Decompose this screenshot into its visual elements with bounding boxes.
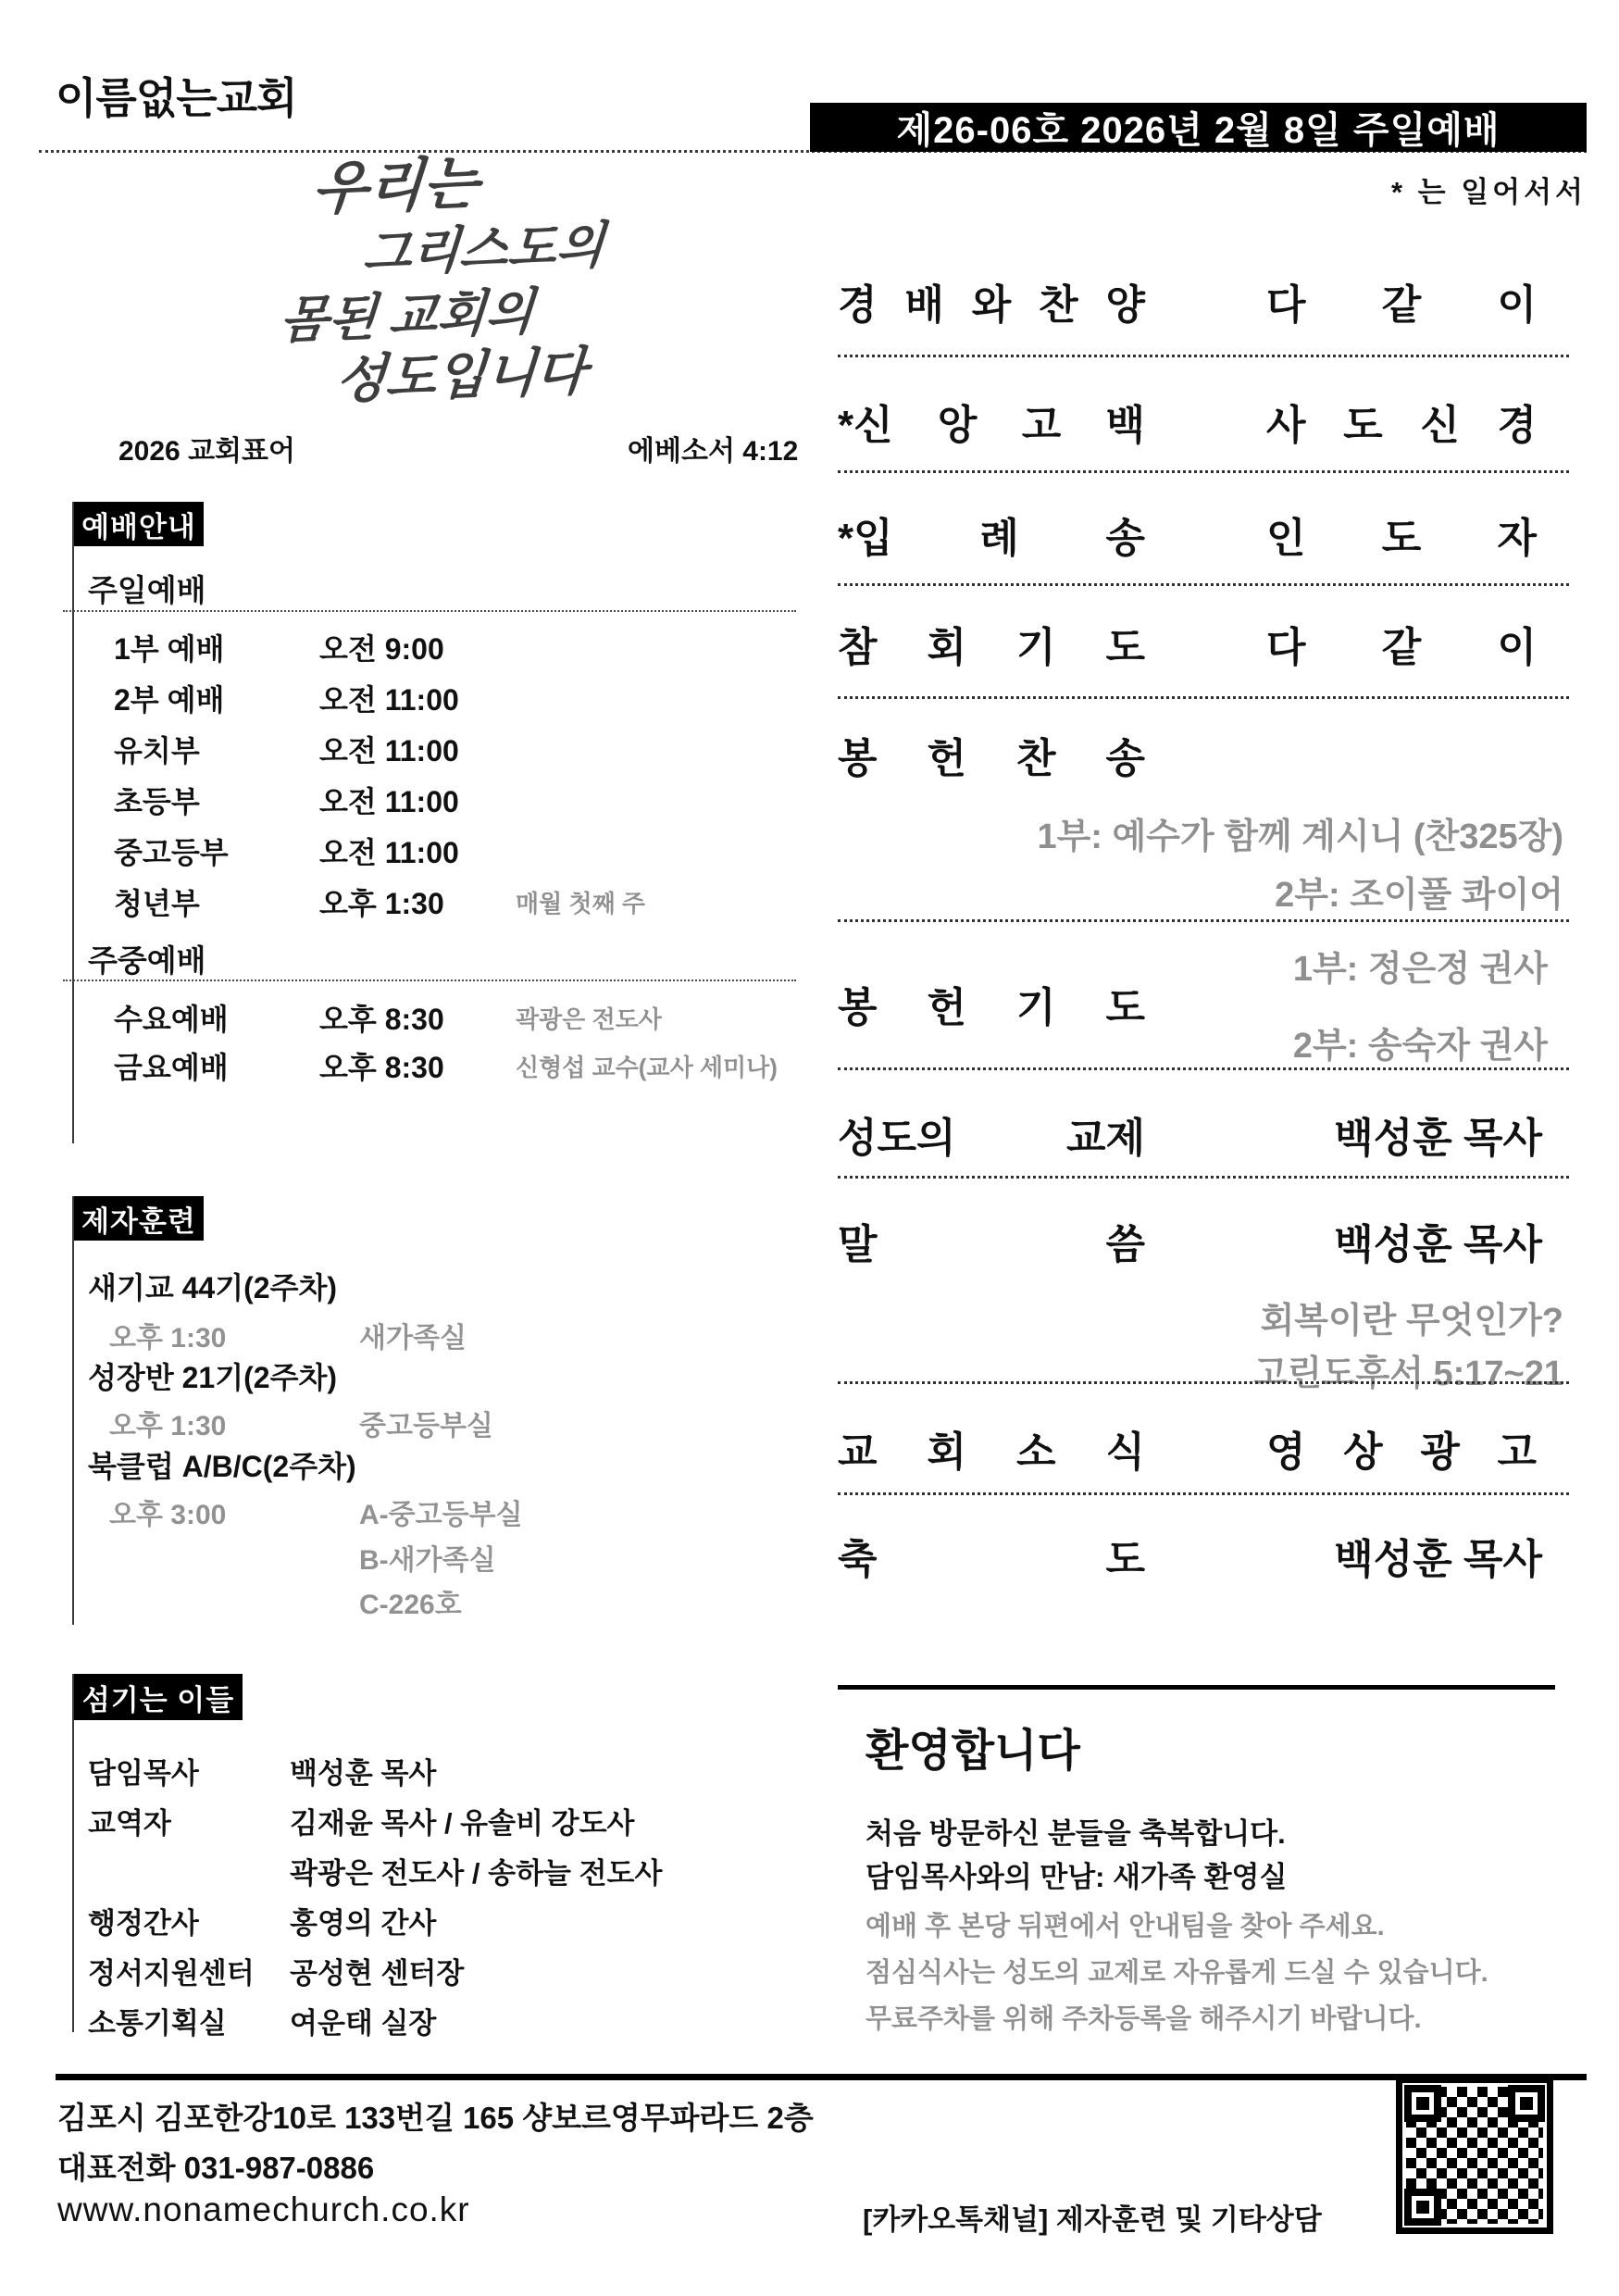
service-time: 오전 9:00	[319, 632, 444, 666]
class-place: 새가족실	[359, 1323, 467, 1354]
issue-banner: 제26-06호 2026년 2월 8일 주일예배	[810, 103, 1587, 152]
worship-time-row	[114, 728, 799, 770]
order-item	[838, 725, 1574, 784]
section-rule	[72, 502, 74, 1143]
order-item-label: 참 회 기 도	[838, 625, 1145, 670]
order-item	[838, 614, 1574, 673]
service-name: 초등부	[114, 785, 200, 818]
welcome-note: 무료주차를 위해 주차등록을 해주시기 바랍니다.	[866, 2004, 1422, 2034]
servant-role: 정서지원센터	[88, 1957, 255, 1990]
class-place: C-226호	[359, 1590, 462, 1620]
order-item-value: 영 상 광 고	[1266, 1429, 1537, 1475]
church-name: 이름없는교회	[56, 74, 297, 122]
worship-time-row	[114, 779, 799, 821]
section-rule	[72, 1674, 74, 2032]
order-item	[838, 392, 1574, 451]
order-item-label: 경 배 와 찬 양	[838, 282, 1145, 328]
service-time: 오전 11:00	[319, 734, 459, 767]
dotted-divider	[838, 355, 1569, 357]
discipleship-class-name: 성장반 21기(2주차)	[88, 1361, 338, 1394]
servant-person: 김재윤 목사 / 유솔비 강도사	[290, 1807, 635, 1840]
offering-song-line: 2부: 조이풀 콰이어	[1275, 876, 1563, 915]
motto-caption-scripture: 에베소서 4:12	[628, 436, 799, 467]
offering-song-line: 1부: 예수가 함께 계시니 (찬325장)	[1037, 817, 1563, 856]
welcome-note: 예배 후 본당 뒤편에서 안내팀을 찾아 주세요.	[866, 1912, 1385, 1941]
discipleship-class-detail	[109, 1581, 776, 1622]
servant-role	[88, 1850, 290, 1891]
service-time: 오후 1:30	[319, 887, 444, 920]
church-motto-calligraphy	[191, 150, 611, 414]
dotted-divider	[838, 1176, 1569, 1179]
discipleship-class-detail	[109, 1403, 776, 1443]
service-time: 오후 8:30	[319, 1051, 444, 1084]
order-item-label: *신 앙 고 백	[838, 403, 1145, 448]
discipleship-class-detail	[109, 1491, 776, 1532]
order-item	[838, 505, 1574, 564]
order-item-value: 백성훈 목사	[1334, 1537, 1542, 1582]
qr-finder-icon	[1404, 2189, 1441, 2226]
kakao-channel-label: [카카오톡채널] 제자훈련 및 기타상담	[863, 2203, 1322, 2236]
worship-time-row	[114, 677, 799, 719]
order-item-value: 백성훈 목사	[1334, 1222, 1542, 1267]
motto-line: 성도입니다	[333, 343, 589, 411]
servant-row	[88, 1950, 791, 1991]
worship-time-row	[114, 626, 799, 668]
servant-row	[88, 1850, 791, 1891]
order-item-label: 봉 헌 기 도	[838, 985, 1145, 1030]
sunday-worship-subtitle: 주일예배	[88, 573, 206, 607]
section-title-discipleship: 제자훈련	[74, 1196, 204, 1241]
church-website: www.nonamechurch.co.kr	[57, 2190, 470, 2228]
service-name: 1부 예배	[114, 632, 225, 666]
order-item-value: 백성훈 목사	[1334, 1116, 1542, 1161]
order-item	[838, 1526, 1574, 1585]
weekday-worship-subtitle: 주중예배	[88, 943, 206, 978]
service-name: 유치부	[114, 734, 200, 767]
offering-prayer-line: 2부: 송숙자 권사	[1292, 1027, 1548, 1066]
dotted-divider	[838, 470, 1569, 473]
dotted-divider	[63, 980, 796, 981]
order-item-value: 인 도 자	[1266, 516, 1537, 561]
servant-person: 백성훈 목사	[290, 1757, 437, 1790]
service-name: 수요예배	[114, 1003, 229, 1036]
servant-row	[88, 1750, 791, 1791]
class-place: 중고등부실	[359, 1411, 493, 1441]
servant-role: 행정간사	[88, 1907, 199, 1940]
motto-line: 몸된 교회의	[278, 283, 536, 349]
church-phone: 대표전화 031-987-0886	[57, 2151, 375, 2185]
class-time: 오후 3:00	[109, 1500, 227, 1530]
servant-person: 홍영의 간사	[290, 1907, 437, 1940]
order-item	[838, 1418, 1574, 1478]
order-item	[838, 1211, 1574, 1270]
class-time: 오후 1:30	[109, 1323, 227, 1354]
service-time: 오전 11:00	[319, 683, 459, 717]
footer-rule	[56, 2074, 1587, 2080]
order-item-label: 봉 헌 찬 송	[838, 736, 1145, 781]
service-name: 중고등부	[114, 836, 229, 869]
order-item-label: 교 회 소 식	[838, 1429, 1145, 1475]
welcome-line: 처음 방문하신 분들을 축복합니다.	[866, 1817, 1286, 1850]
service-time: 오후 8:30	[319, 1003, 444, 1036]
service-note: 매월 첫째 주	[516, 889, 646, 917]
class-place: B-새가족실	[359, 1545, 496, 1576]
order-item-label: 말 씀	[838, 1222, 1145, 1267]
welcome-line: 담임목사와의 만남: 새가족 환영실	[866, 1861, 1288, 1893]
order-item	[838, 271, 1574, 331]
order-item-label: *입 례 송	[838, 516, 1145, 561]
service-time: 오전 11:00	[319, 785, 459, 818]
motto-line: 우리는	[309, 152, 481, 222]
welcome-rule	[838, 1685, 1555, 1690]
order-item-value: 다 같 이	[1266, 625, 1537, 670]
welcome-title: 환영합니다	[866, 1727, 1080, 1776]
dotted-divider	[838, 1381, 1569, 1384]
worship-time-row	[114, 1044, 799, 1087]
worship-time-row	[114, 830, 799, 872]
class-time: 오후 1:30	[109, 1411, 227, 1441]
servant-person: 공성현 센터장	[290, 1957, 465, 1990]
class-time-empty	[109, 1537, 359, 1578]
offering-prayer-line: 1부: 정은정 권사	[1292, 950, 1548, 989]
offering-prayer-persons	[1293, 940, 1574, 1067]
dotted-divider	[838, 1067, 1569, 1070]
dotted-divider	[63, 610, 796, 612]
worship-time-row	[114, 996, 799, 1039]
servant-person: 여운태 실장	[290, 2007, 437, 2040]
order-item-label: 축 도	[838, 1537, 1145, 1582]
sermon-title: 회복이란 무엇인가?	[1260, 1302, 1563, 1341]
service-note: 신형섭 교수(교사 세미나)	[516, 1053, 778, 1081]
service-name: 금요예배	[114, 1051, 229, 1084]
servant-role: 담임목사	[88, 1757, 199, 1790]
service-note: 곽광은 전도사	[516, 1004, 662, 1033]
order-item-value: 다 같 이	[1266, 282, 1537, 328]
sermon-scripture: 고린도후서 5:17~21	[1253, 1354, 1563, 1393]
dotted-divider	[838, 1492, 1569, 1495]
order-item-value: 사 도 신 경	[1266, 403, 1537, 448]
servant-row	[88, 1900, 791, 1941]
standing-note: * 는 일어서서	[1390, 176, 1587, 208]
dotted-divider	[838, 919, 1569, 922]
section-title-servants: 섬기는 이들	[74, 1674, 243, 1720]
qr-finder-icon	[1508, 2085, 1545, 2122]
service-name: 2부 예배	[114, 683, 225, 717]
order-item-label: 성도의 교제	[838, 1116, 1145, 1161]
service-name: 청년부	[114, 887, 200, 920]
section-title-worship-info: 예배안내	[74, 502, 204, 546]
kakao-qr-code-icon	[1396, 2077, 1553, 2234]
order-item	[838, 1104, 1574, 1164]
dotted-divider	[838, 696, 1569, 699]
class-place: A-중고등부실	[359, 1500, 523, 1530]
worship-time-row	[114, 880, 799, 923]
dotted-divider	[838, 583, 1569, 586]
qr-finder-icon	[1404, 2085, 1441, 2122]
service-time: 오전 11:00	[319, 836, 459, 869]
servant-role: 교역자	[88, 1807, 171, 1840]
class-time-empty	[109, 1581, 359, 1622]
welcome-note: 점심식사는 성도의 교제로 자유롭게 드실 수 있습니다.	[866, 1958, 1488, 1988]
servant-role: 소통기획실	[88, 2007, 227, 2040]
servant-person: 곽광은 전도사 / 송하늘 전도사	[290, 1857, 663, 1890]
discipleship-class-detail	[109, 1315, 776, 1355]
motto-line: 그리스도의	[361, 218, 607, 282]
section-rule	[72, 1196, 74, 1625]
servant-row	[88, 2000, 791, 2041]
discipleship-class-name: 북클럽 A/B/C(2주차)	[88, 1450, 356, 1483]
discipleship-class-detail	[109, 1537, 776, 1578]
church-address: 김포시 김포한강10로 133번길 165 샹보르영무파라드 2층	[57, 2101, 814, 2135]
discipleship-class-name: 새기교 44기(2주차)	[88, 1271, 338, 1304]
motto-caption-year: 2026 교회표어	[118, 436, 295, 467]
servant-row	[88, 1800, 791, 1841]
order-item	[838, 939, 1574, 1068]
